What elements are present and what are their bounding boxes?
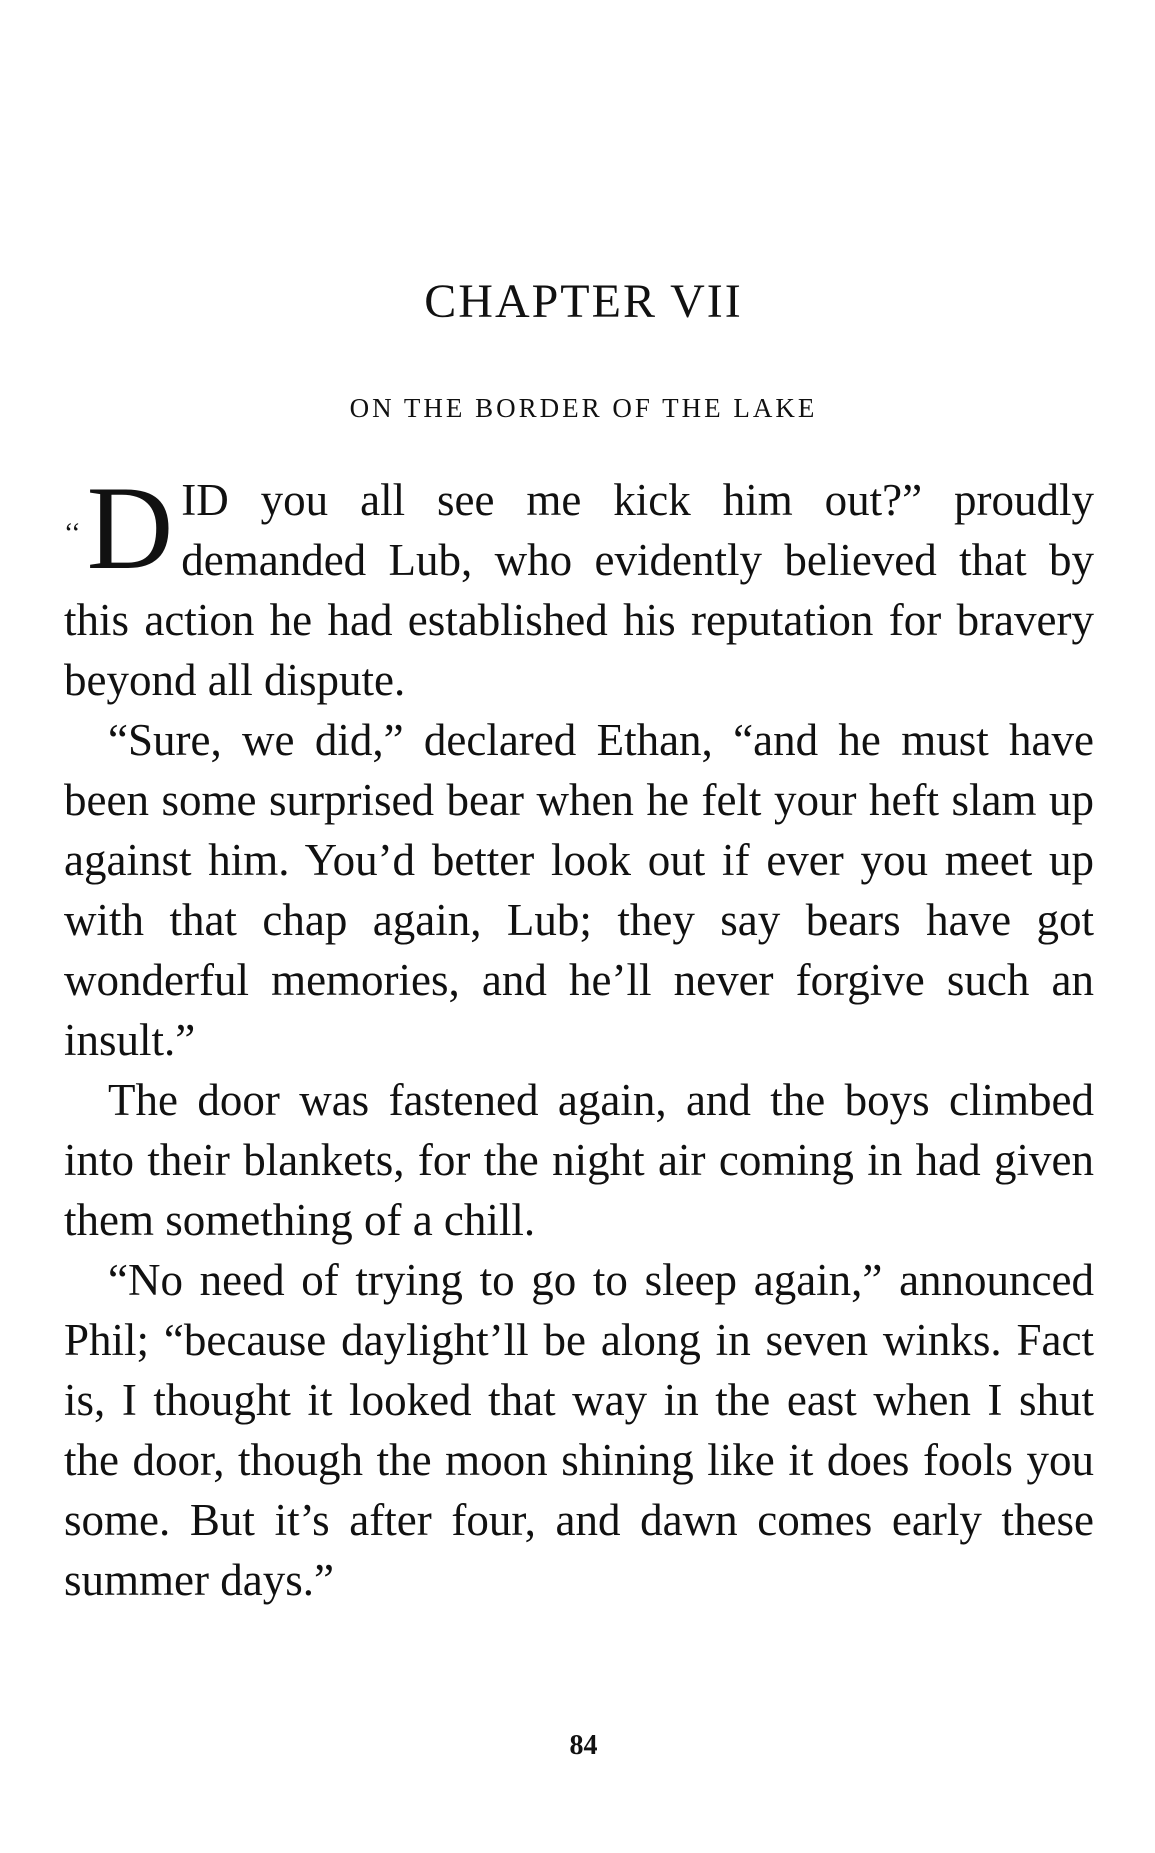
paragraph-3: The door was fastened again, and the boys climbed into their blankets, for the night air coming in had given them something of a chill.: [64, 1075, 1094, 1245]
paragraph-1-text: ID you all see me kick him out?” proudly demanded Lub, who evidently believed that by this action he had established his reputation for bravery beyond all dispute.: [64, 475, 1094, 705]
chapter-subtitle: ON THE BORDER OF THE LAKE: [349, 393, 818, 423]
page-number: 84: [569, 1730, 598, 1761]
body-text: [64, 461, 1094, 1610]
open-quote-mark: ‘‘: [64, 518, 81, 549]
paragraph-4: “No need of trying to go to sleep again,” announced Phil; “because daylight’ll be along in seven winks. Fact is, I thought it looked that way in the east when I shut the door, though the moon shining like it does fools you some. But it’s after four, and dawn comes early these summer days.”: [64, 1255, 1094, 1605]
drop-cap-block: [64, 461, 174, 594]
paragraph-1: [64, 461, 1094, 710]
chapter-title: CHAPTER VII: [424, 275, 743, 328]
drop-cap-letter: D: [86, 461, 174, 594]
paragraph-2: “Sure, we did,” declared Ethan, “and he must have been some surprised bear when he felt your heft slam up against him. You’d better look out if ever you meet up with that chap again, Lub; they say bears have got wonderful memories, and he’ll never forgive such an insult.”: [64, 715, 1094, 1065]
